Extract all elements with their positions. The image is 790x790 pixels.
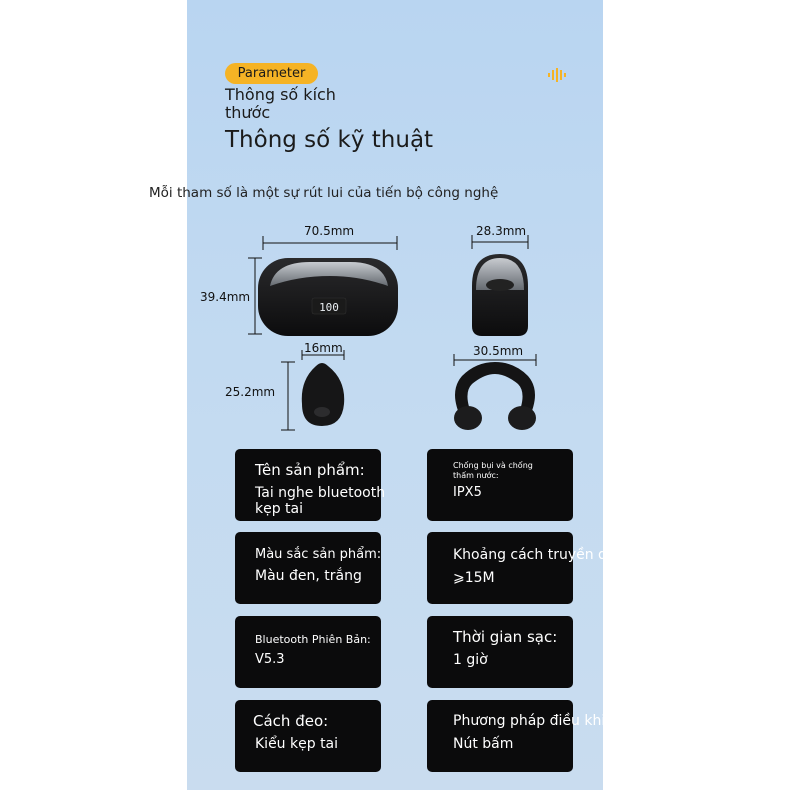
spec-value: Nút bấm: [453, 736, 514, 752]
dim-earbud-width: 16mm: [304, 341, 343, 355]
page-subtitle: Thông số kích thước: [225, 85, 336, 122]
spec-label: Tên sản phẩm:: [255, 461, 365, 479]
charging-case-side: [472, 254, 528, 336]
dim-case-depth: 28.3mm: [476, 224, 527, 238]
dim-case-width: 70.5mm: [304, 224, 355, 238]
spec-value: ⩾15M: [453, 570, 495, 586]
spec-label: Phương pháp điều khi: [453, 713, 606, 729]
parameter-badge: Parameter: [225, 63, 318, 84]
spec-label: Chống bụi và chống thấm nước:: [453, 461, 533, 480]
spec-card-waterproof: [427, 449, 573, 521]
spec-card-wear-style: [235, 700, 381, 772]
spec-value: 1 giờ: [453, 652, 488, 668]
dim-case-height: 39.4mm: [200, 290, 251, 304]
spec-label: Bluetooth Phiên Bản:: [255, 633, 371, 646]
spec-label: Thời gian sạc:: [453, 628, 558, 646]
spec-value: IPX5: [453, 485, 482, 500]
spec-value: Tai nghe bluetooth kẹp tai: [255, 485, 386, 517]
spec-card-product-name: [235, 449, 386, 521]
spec-label: Màu sắc sản phẩm:: [255, 547, 382, 562]
spec-card-control: [427, 700, 606, 772]
spec-card-color: [235, 532, 381, 604]
dim-earbud-height: 25.2mm: [225, 385, 276, 399]
charging-case-front: [258, 258, 398, 336]
spec-label: Cách đeo:: [253, 712, 329, 730]
spec-card-charge-time: [427, 616, 573, 688]
earbud-single: [302, 363, 344, 426]
dim-clip-width: 30.5mm: [473, 344, 524, 358]
spec-label: Khoảng cách truyền d: [453, 547, 607, 563]
page-title: Thông số kỹ thuật: [225, 127, 434, 153]
spec-card-range: [427, 532, 607, 604]
spec-card-bluetooth: [235, 616, 381, 688]
spec-value: Màu đen, trắng: [255, 568, 362, 584]
tagline: Mỗi tham số là một sự rút lui của tiến bộ công nghệ: [149, 185, 499, 201]
spec-value: V5.3: [255, 652, 285, 667]
spec-value: Kiểu kẹp tai: [255, 736, 339, 752]
case-display-digits: 100: [319, 301, 339, 314]
ear-clip: [454, 362, 536, 430]
